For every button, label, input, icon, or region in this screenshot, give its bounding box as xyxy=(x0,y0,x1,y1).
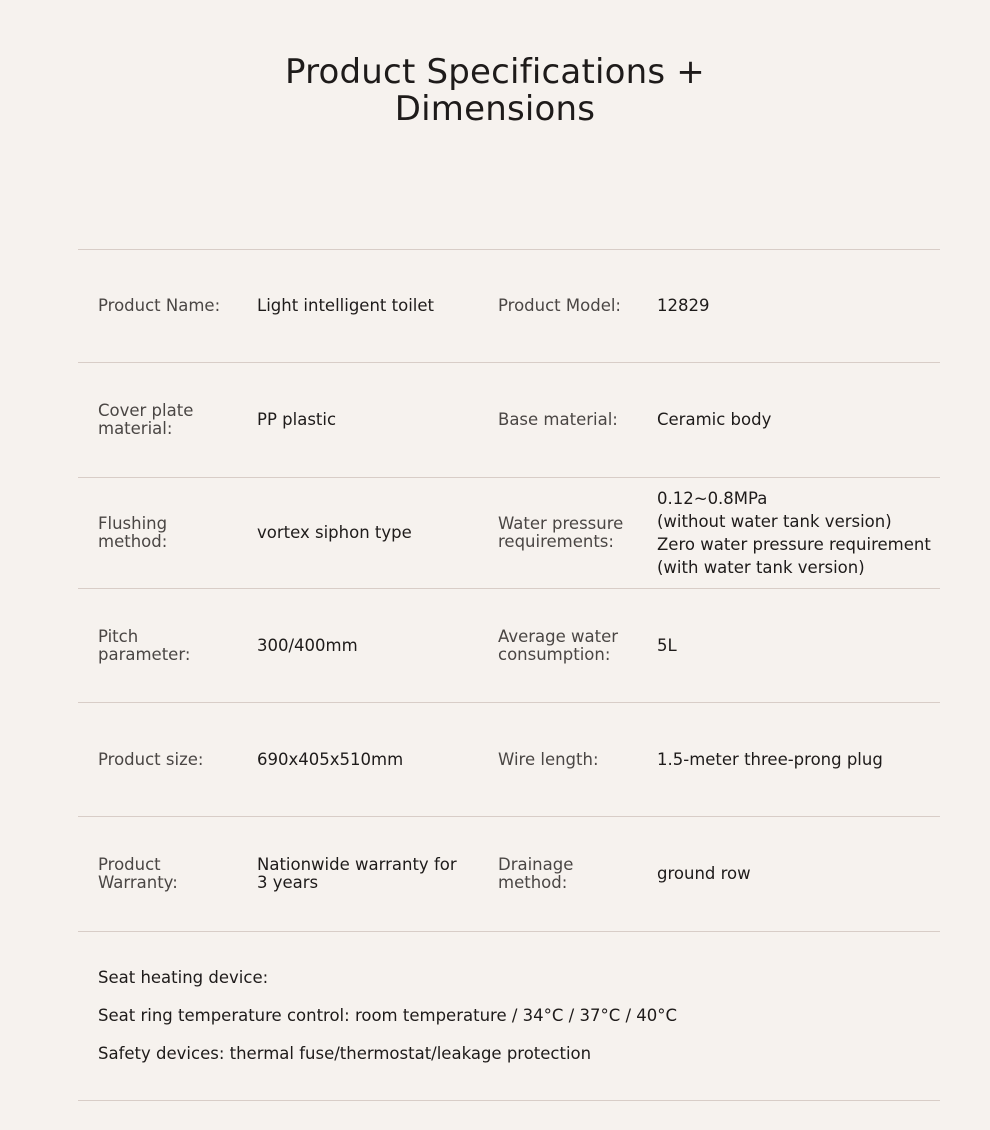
water-pressure-line-1: 0.12~0.8MPa xyxy=(657,489,768,508)
spec-row-flushing xyxy=(78,477,940,588)
spec-label-product-model: Product Model: xyxy=(498,296,621,315)
spec-label-flushing-method: Flushing method: xyxy=(98,514,168,551)
spec-label-water-consumption: Average water consumption: xyxy=(498,626,619,664)
spec-label-pitch: Pitch parameter: xyxy=(98,626,191,664)
spec-value-water-consumption: 5L xyxy=(657,635,677,655)
spec-label-base-material: Base material: xyxy=(498,410,618,429)
spec-row-pitch xyxy=(78,588,940,702)
spec-value-wire-length: 1.5-meter three-prong plug xyxy=(657,749,883,769)
seat-heating-section xyxy=(78,931,940,1101)
spec-row-size xyxy=(78,702,940,816)
title-line-2: Dimensions xyxy=(394,89,596,129)
spec-label-wire-length: Wire length: xyxy=(498,749,599,769)
spec-value-warranty: Nationwide warranty for 3 years xyxy=(257,855,457,892)
water-pressure-line-3: Zero water pressure requirement xyxy=(657,535,931,554)
spec-value-drainage: ground row xyxy=(657,864,751,883)
spec-label-product-size: Product size: xyxy=(98,749,204,769)
seat-heating-heading: Seat heating device: xyxy=(98,968,269,987)
spec-table xyxy=(78,249,940,1101)
spec-value-product-size: 690x405x510mm xyxy=(257,749,404,769)
spec-label-water-pressure: Water pressure requirements: xyxy=(498,514,624,551)
spec-value-water-pressure xyxy=(657,478,977,588)
spec-value-product-name: Light intelligent toilet xyxy=(257,296,434,315)
safety-devices: Safety devices: thermal fuse/thermostat/leakage protection xyxy=(98,1044,592,1063)
spec-value-cover-plate: PP plastic xyxy=(257,410,337,429)
page-title xyxy=(0,54,990,128)
water-pressure-line-2: (without water tank version) xyxy=(657,512,892,531)
spec-label-product-name: Product Name: xyxy=(98,296,221,315)
spec-label-cover-plate: Cover plate material: xyxy=(98,401,194,438)
spec-row-product-name xyxy=(78,249,940,362)
spec-row-material xyxy=(78,362,940,477)
spec-row-warranty xyxy=(78,816,940,931)
spec-value-flushing-method: vortex siphon type xyxy=(257,523,412,542)
spec-label-warranty: Product Warranty: xyxy=(98,855,178,892)
spec-label-drainage: Drainage method: xyxy=(498,855,574,892)
water-pressure-line-4: (with water tank version) xyxy=(657,558,865,577)
seat-temperature-control: Seat ring temperature control: room temperature / 34°C / 37°C / 40°C xyxy=(98,1006,678,1025)
title-line-1: Product Specifications + xyxy=(284,52,705,92)
spec-value-base-material: Ceramic body xyxy=(657,410,772,429)
spec-value-product-model: 12829 xyxy=(657,296,710,315)
spec-value-pitch: 300/400mm xyxy=(257,635,358,655)
